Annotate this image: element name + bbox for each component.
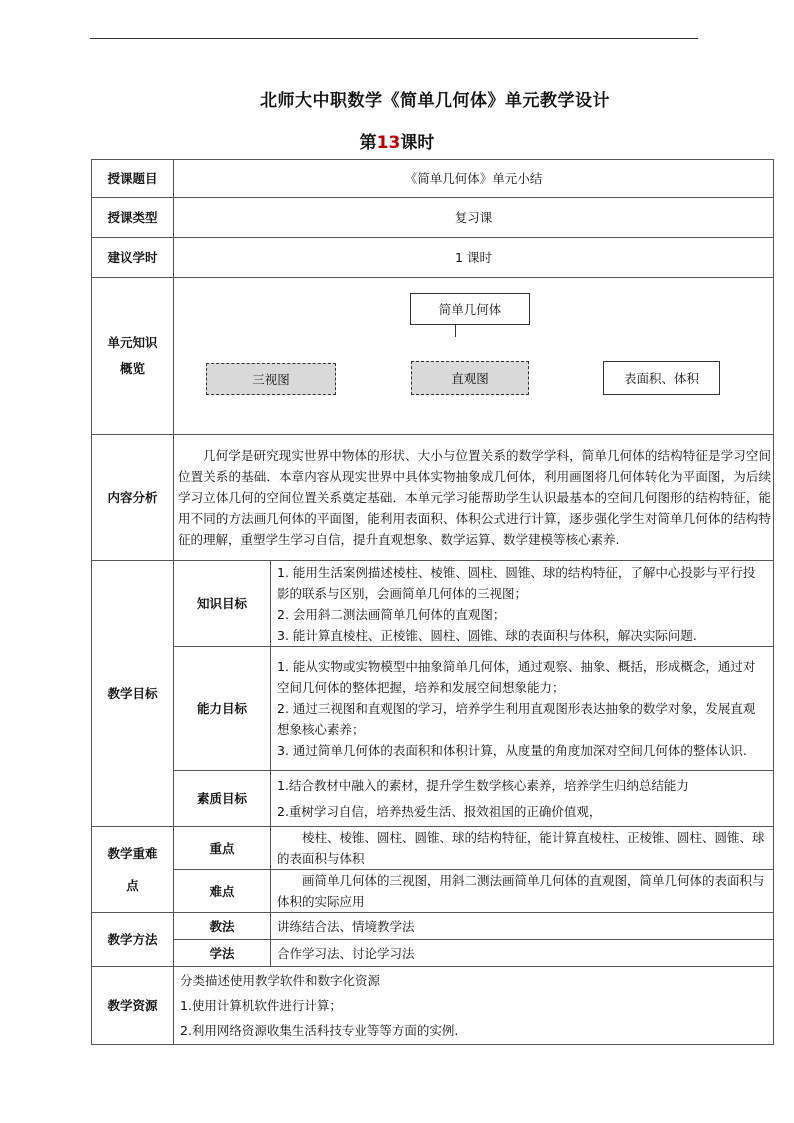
topic-label: 授课题目 xyxy=(92,160,174,198)
row-type xyxy=(92,198,774,238)
analysis-cell xyxy=(174,435,774,561)
literacy-goal-label: 素质目标 xyxy=(174,771,271,827)
knowledge-goal-item-2: 2. 会用斜二测法画简单几何体的直观图； xyxy=(277,606,506,622)
literacy-goal-item-1: 1.结合教材中融入的素材，提升学生数学核心素养，培养学生归纳总结能力 xyxy=(277,777,689,793)
row-analysis xyxy=(92,435,774,561)
resources-label: 教学资源 xyxy=(92,967,174,1045)
resources-line-1: 分类描述使用教学软件和数字化资源 xyxy=(180,973,381,988)
key-text: 棱柱、棱锥、圆柱、圆锥、球的结构特征，能计算直棱柱、正棱锥、圆柱、圆锥、球的表面积与体积 xyxy=(277,830,765,866)
diagram-root-box: 简单几何体 xyxy=(410,293,530,325)
header-rule xyxy=(90,38,698,39)
type-value: 复习课 xyxy=(174,198,774,238)
difficult-text: 画简单几何体的三视图，用斜二测法画简单几何体的直观图，简单几何体的表面积与体积的实际应用 xyxy=(277,873,765,909)
lesson-suffix: 课时 xyxy=(400,133,435,153)
diagram-box-area-volume: 表面积、体积 xyxy=(603,361,720,395)
knowledge-goal-label: 知识目标 xyxy=(174,561,271,647)
row-goal-ability xyxy=(92,647,774,771)
goals-label: 教学目标 xyxy=(92,561,174,827)
keypoints-label-line1: 教学重难 xyxy=(107,845,158,861)
row-keypoint xyxy=(92,827,774,870)
difficult-cell xyxy=(271,870,774,913)
ability-goal-cell xyxy=(271,647,774,771)
row-topic xyxy=(92,160,774,198)
learn-method-value: 合作学习法、讨论学习法 xyxy=(271,940,774,967)
resources-line-2: 1.使用计算机软件进行计算； xyxy=(180,998,342,1013)
hours-label: 建议学时 xyxy=(92,238,174,278)
methods-label: 教学方法 xyxy=(92,913,174,967)
overview-label xyxy=(92,278,174,435)
row-goal-knowledge xyxy=(92,561,774,647)
difficult-label: 难点 xyxy=(174,870,271,913)
row-method-learn xyxy=(92,940,774,967)
overview-label-line2: 概览 xyxy=(119,361,145,376)
type-label: 授课类型 xyxy=(92,198,174,238)
analysis-text: 几何学是研究现实世界中物体的形状、大小与位置关系的数学学科，简单几何体的结构特征是学习空间位置关系的基础．本章内容从现实世界中具体实物抽象成几何体，利用画图将几何体转化为平面图，为后续学习立体几何的空间位置关系奠定基础．本单元学习能帮助学生认识最基本的空间几何图形的结构特征，能用不同的方法画几何体的平面图，能利用表面积、体积公式进行计算，逐步强化学生对简单几何体的结构特征的理解，重塑学生学习自信，提升直观想象、数学运算、数学建模等核心素养. xyxy=(178,448,772,547)
ability-goal-item-2: 2. 通过三视图和直观图的学习，培养学生利用直观图形表达抽象的数学对象，发展直观想象核心素养； xyxy=(277,701,756,737)
knowledge-goal-item-3: 3. 能计算直棱柱、正棱锥、圆柱、圆锥、球的表面积与体积，解决实际问题. xyxy=(277,627,697,643)
diagram-box-intuitive-view: 直观图 xyxy=(411,361,529,395)
row-goal-literacy xyxy=(92,771,774,827)
key-label: 重点 xyxy=(174,827,271,870)
topic-value: 《简单几何体》单元小结 xyxy=(174,160,774,198)
knowledge-diagram xyxy=(174,279,773,434)
resources-line-3: 2.利用网络资源收集生活科技专业等等方面的实例. xyxy=(180,1023,459,1038)
document-title: 北师大中职数学《简单几何体》单元教学设计 xyxy=(260,91,610,111)
hours-value: 1 课时 xyxy=(174,238,774,278)
knowledge-goal-cell xyxy=(271,561,774,647)
resources-cell xyxy=(174,967,774,1045)
overview-diagram-cell xyxy=(174,278,774,435)
keypoints-label xyxy=(92,827,174,913)
row-overview xyxy=(92,278,774,435)
diagram-connector xyxy=(455,325,456,337)
row-difficult xyxy=(92,870,774,913)
row-resources xyxy=(92,967,774,1045)
learn-method-label: 学法 xyxy=(174,940,271,967)
keypoints-label-line2: 点 xyxy=(126,877,139,893)
ability-goal-item-1: 1. 能从实物或实物模型中抽象简单几何体，通过观察、抽象、概括，形成概念，通过对空间几何体的整体把握，培养和发展空间想象能力； xyxy=(277,659,756,695)
lesson-number xyxy=(0,128,794,153)
literacy-goal-item-2: 2.重树学习自信，培养热爱生活、报效祖国的正确价值观， xyxy=(277,803,602,819)
lesson-number-value: 13 xyxy=(376,133,401,153)
knowledge-goal-item-1: 1. 能用生活案例描述棱柱、棱锥、圆柱、圆锥、球的结构特征，了解中心投影与平行投影的联系与区别，会画简单几何体的三视图； xyxy=(277,564,756,601)
ability-goal-label: 能力目标 xyxy=(174,647,271,771)
ability-goal-item-3: 3. 通过简单几何体的表面积和体积计算，从度量的角度加深对空间几何体的整体认识. xyxy=(277,743,747,758)
lesson-prefix: 第 xyxy=(359,133,377,153)
overview-label-line1: 单元知识 xyxy=(107,335,158,350)
teach-method-value: 讲练结合法、情境教学法 xyxy=(271,913,774,940)
lesson-plan-table xyxy=(91,159,774,1045)
diagram-box-three-views: 三视图 xyxy=(206,363,336,395)
teach-method-label: 教法 xyxy=(174,913,271,940)
analysis-label: 内容分析 xyxy=(92,435,174,561)
literacy-goal-cell xyxy=(271,771,774,827)
row-method-teach xyxy=(92,913,774,940)
row-hours xyxy=(92,238,774,278)
key-cell xyxy=(271,827,774,870)
